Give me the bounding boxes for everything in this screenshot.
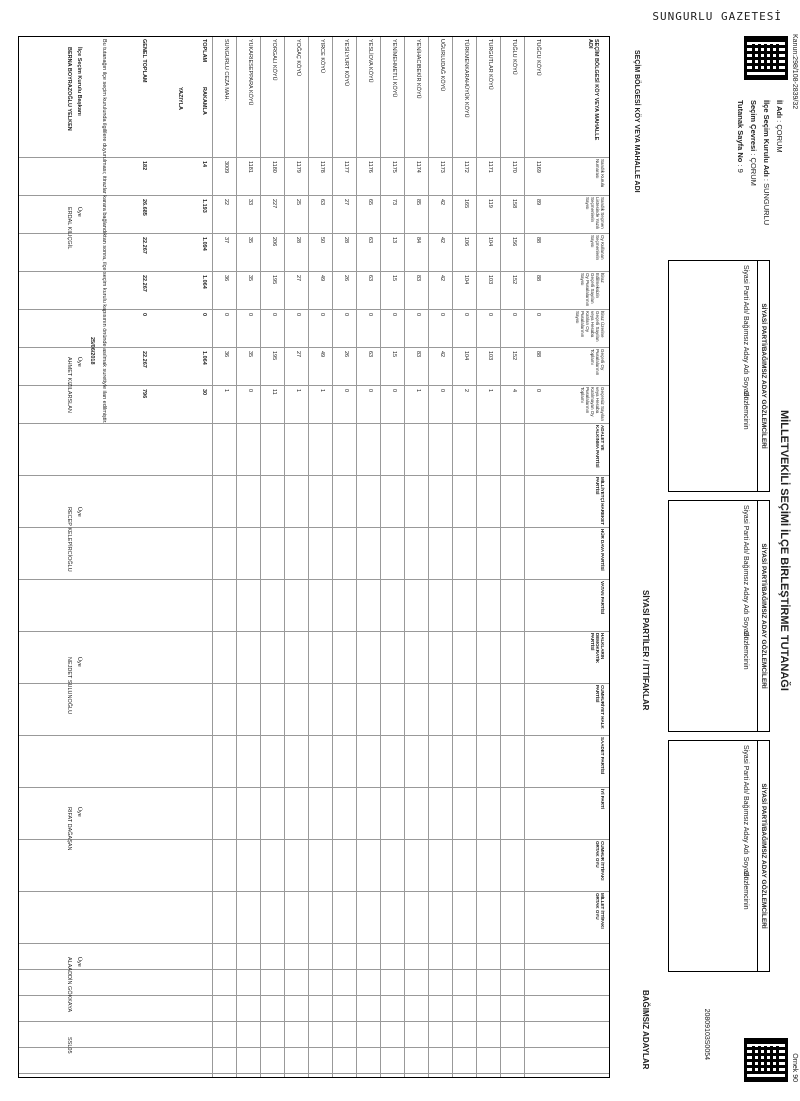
village-value: 0: [367, 313, 373, 317]
stat-col-line: [19, 157, 609, 158]
village-value: 42: [439, 199, 445, 206]
village-value: 227: [271, 199, 277, 209]
village-value: 1: [487, 389, 493, 393]
stat-column-header: Geçerli Oy Pusulalarının Toplamı: [590, 349, 605, 376]
village-value: 1181: [247, 161, 253, 173]
village-value: 1: [295, 389, 301, 393]
stat-col-line: [19, 347, 609, 348]
party-col-line: [19, 631, 609, 632]
ilce-label: İlçe Seçim Kurulu Adı: [762, 100, 771, 177]
village-value: 42: [439, 237, 445, 244]
village-value: 0: [535, 313, 541, 317]
stat-col-line: [19, 309, 609, 310]
village-value: 22: [223, 199, 229, 206]
genel-value: 22.267: [141, 351, 147, 368]
party-column-header: CUMHUR İTTİFAKI ORTAK OYU: [595, 841, 605, 881]
party-column-header: HÜR DAVA PARTİSİ: [600, 529, 605, 571]
village-value: 3009: [223, 161, 229, 174]
village-value: 1177: [343, 161, 349, 173]
stat-col-line: [19, 233, 609, 234]
village-value: 1174: [415, 161, 421, 173]
village-row: [356, 37, 357, 1077]
village-value: 0: [439, 313, 445, 317]
village-value: 0: [343, 389, 349, 393]
village-value: 0: [535, 389, 541, 393]
empty-col-line: [19, 1073, 609, 1074]
sayfa-label: Tutanak Sayfa No: [736, 100, 745, 163]
village-value: 33: [247, 199, 253, 206]
observer-box-2: [668, 500, 770, 732]
village-value: 1180: [271, 161, 277, 173]
village-value: 1170: [511, 161, 517, 173]
total-value: 1.094: [201, 237, 207, 251]
village-value: 103: [487, 351, 493, 361]
village-value: 35: [247, 351, 253, 358]
village-value: 36: [223, 351, 229, 358]
village-value: 165: [463, 199, 469, 209]
village-value: 28: [343, 237, 349, 244]
party-col-line: [19, 735, 609, 736]
il-value: : ÇORUM: [775, 120, 784, 153]
village-value: 36: [223, 275, 229, 282]
empty-col-line: [19, 943, 609, 944]
village-row: [380, 37, 381, 1077]
member-name: ERDAL KILIÇGİL: [66, 207, 72, 250]
village-value: 206: [271, 237, 277, 247]
village-value: 0: [487, 313, 493, 317]
form-code-right: Örnek 90: [791, 1053, 798, 1082]
party-col-line: [19, 839, 609, 840]
ilce-value: : SUNGURLU: [762, 178, 771, 226]
stat-column-header: Sandık Kurulu Numarası: [595, 159, 605, 188]
village-value: 83: [415, 275, 421, 282]
village-row: [476, 37, 477, 1077]
village-row: [212, 37, 213, 1077]
empty-col-line: [19, 1047, 609, 1048]
village-value: 1175: [391, 161, 397, 173]
party-col-line: [19, 527, 609, 528]
village-value: 25: [295, 199, 301, 206]
village-value: 27: [295, 275, 301, 282]
member-role: Üye: [76, 957, 82, 967]
member-name: ALAADDİN GÖKKAYA: [66, 957, 72, 1013]
village-name: YOĞAÇ KÖYÜ: [295, 39, 301, 76]
village-value: 0: [367, 389, 373, 393]
village-value: 1: [223, 389, 229, 393]
village-row: [332, 37, 333, 1077]
village-value: 195: [271, 275, 277, 285]
village-value: 35: [247, 275, 253, 282]
yaziyla-label: YAZIYLA: [177, 87, 183, 111]
stat-column-header: Sandık Seçmen Listesinde Yazılı Seçmenlerin Sayısı: [585, 197, 605, 230]
village-value: 35: [247, 237, 253, 244]
il-label: İl Adı: [775, 100, 784, 119]
village-row: [308, 37, 309, 1077]
village-value: 49: [319, 351, 325, 358]
rotated-form: [20, 30, 800, 1090]
village-value: 85: [415, 199, 421, 206]
village-value: 104: [487, 237, 493, 247]
village-value: 158: [511, 199, 517, 209]
empty-col-line: [19, 995, 609, 996]
stat-col-line: [19, 271, 609, 272]
cevre-label: Seçim Çevresi: [749, 100, 758, 152]
village-value: 152: [511, 275, 517, 285]
signature-date: 25/06/2018: [89, 337, 95, 365]
village-value: 88: [535, 351, 541, 358]
page-code: SSL05: [66, 1037, 72, 1054]
village-value: 11: [271, 389, 277, 395]
village-value: 42: [439, 351, 445, 358]
village-name: TURGUTLAR KÖYÜ: [487, 39, 493, 90]
village-name: TUĞCU KÖYÜ: [535, 39, 541, 76]
party-col-line: [19, 475, 609, 476]
genel-value: 796: [141, 389, 147, 399]
stat-column-header: İtiraz Edilmeksizin Geçerli Sayılan Oy Pusulalarının Sayısı: [580, 273, 605, 307]
genel-value: 0: [141, 313, 147, 317]
total-value: 14: [201, 161, 207, 168]
stat-column-header: İtiraz Üzerine Geçerli Sayılan veya Hesaba Katılan Oy Pusulalarının Sayısı: [575, 311, 605, 342]
village-value: 0: [391, 389, 397, 393]
village-row: [428, 37, 429, 1077]
newspaper-stamp: SUNGURLU GAZETESİ: [652, 10, 782, 23]
member-name: NEJDET SULUNOĞLU: [66, 657, 72, 715]
village-value: 88: [535, 275, 541, 282]
cevre-value: : ÇORUM: [749, 153, 758, 186]
observer-obs-col: Gözlemcinin: [742, 631, 749, 670]
village-name: YENİMEHMETLİ KÖYÜ: [391, 39, 397, 98]
village-value: 119: [487, 199, 493, 208]
stat-col-line: [19, 195, 609, 196]
village-value: 37: [223, 237, 229, 244]
total-value: 1.193: [201, 199, 207, 213]
village-value: 1169: [535, 161, 541, 173]
village-value: 0: [439, 389, 445, 393]
village-row: [524, 37, 525, 1077]
genel-label: GENEL TOPLAM: [141, 39, 147, 83]
village-value: 27: [295, 351, 301, 358]
party-col-line: [19, 683, 609, 684]
row-header-cell: SEÇİM BÖLGESİ KÖY VEYA MAHALLE ADI: [587, 39, 599, 141]
empty-col-line: [19, 1021, 609, 1022]
village-value: 15: [391, 275, 397, 282]
village-value: 0: [271, 313, 277, 317]
village-row: [284, 37, 285, 1077]
observer-party-col: Siyasi Parti Adı/ Bağımsız Aday Adı Soyadı: [742, 745, 749, 879]
village-value: 50: [319, 237, 325, 244]
village-name: YIRCE KÖYÜ: [319, 39, 325, 73]
total-value: 1.064: [201, 275, 207, 289]
village-row: [452, 37, 453, 1077]
member-role: Üye: [76, 357, 82, 367]
genel-value: 22.267: [141, 275, 147, 292]
village-name: TUĞLU KÖYÜ: [511, 39, 517, 75]
village-value: 26: [343, 351, 349, 358]
village-value: 73: [391, 199, 397, 206]
village-value: 63: [367, 237, 373, 244]
village-value: 65: [367, 199, 373, 206]
party-column-header: İYİ PARTİ: [600, 789, 605, 809]
observer-party-col: Siyasi Parti Adı/ Bağımsız Aday Adı Soyadı: [742, 505, 749, 639]
observer-box-1: [668, 260, 770, 492]
village-value: 1: [415, 389, 421, 393]
qr-code-left: [744, 36, 788, 80]
president-title: İlçe Seçim Kurulu Başkanı: [76, 47, 82, 116]
member-role: Üye: [76, 657, 82, 667]
village-row: [260, 37, 261, 1077]
village-name: YUKARIESEPPARA KÖYÜ: [247, 39, 253, 106]
observer-obs-col: Gözlemcinin: [742, 871, 749, 910]
genel-value: 182: [141, 161, 147, 171]
village-value: 63: [367, 275, 373, 282]
party-col-line: [19, 891, 609, 892]
village-name: UĞURLUDAĞ KÖYÜ: [439, 39, 445, 92]
village-value: 104: [463, 351, 469, 361]
member-name: RECEP KELEPİRCİOĞLU: [66, 507, 72, 572]
member-role: Üye: [76, 507, 82, 517]
village-value: 0: [511, 313, 517, 317]
village-value: 83: [415, 351, 421, 358]
party-column-header: ADALET VE KALKINMA PARTİSİ: [595, 425, 605, 468]
party-column-header: CUMHURİYET HALK PARTİSİ: [595, 685, 605, 729]
footnote: Bu tutanağın ilçe seçim kurulunda ilgililere duyurulması; itirazlar karara bağlandıktan sonra, ilçe seçim kurulu kapısının önünde asılmak suretiyle ilan edilmiştir.: [101, 39, 107, 424]
village-value: 63: [319, 199, 325, 206]
village-name: SUNGURLU CEZA MAH.: [223, 39, 229, 102]
village-value: 42: [439, 275, 445, 282]
party-column-header: MİLLİYETÇİ HAREKET PARTİSİ: [595, 477, 605, 525]
party-column-header: VATAN PARTİSİ: [600, 581, 605, 615]
village-value: 1179: [295, 161, 301, 173]
independents-section-header: BAĞIMSIZ ADAYLAR: [641, 990, 650, 1070]
stat-col-line: [19, 385, 609, 386]
village-value: 28: [295, 237, 301, 244]
village-value: 1173: [439, 161, 445, 173]
village-value: 1176: [367, 161, 373, 173]
village-value: 0: [223, 313, 229, 317]
village-value: 4: [511, 389, 517, 393]
observer-obs-col: Gözlemcinin: [742, 391, 749, 430]
village-value: 84: [415, 237, 421, 244]
empty-col-line: [19, 969, 609, 970]
village-row: [404, 37, 405, 1077]
village-value: 0: [247, 313, 253, 317]
village-value: 0: [391, 313, 397, 317]
village-value: 195: [271, 351, 277, 361]
village-value: 2: [463, 389, 469, 393]
total-value: 1.064: [201, 351, 207, 365]
observer-party-col: Siyasi Parti Adı/ Bağımsız Aday Adı Soyadı: [742, 265, 749, 399]
observer-header: SİYASİ PARTİ/BAĞIMSIZ ADAY GÖZLEMCİLERİ: [757, 501, 769, 731]
form-title: MİLLETVEKİLİ SEÇİMİ İLÇE BİRLEŞTİRME TUTANAĞI: [778, 410, 790, 691]
village-value: 156: [511, 237, 517, 247]
village-value: 88: [535, 237, 541, 244]
village-value: 1171: [487, 161, 493, 173]
village-value: 1172: [463, 161, 469, 173]
village-value: 1: [319, 389, 325, 393]
village-value: 27: [343, 199, 349, 206]
village-value: 104: [463, 275, 469, 285]
party-col-line: [19, 423, 609, 424]
village-value: 0: [319, 313, 325, 317]
meta-block: [734, 100, 786, 225]
party-col-line: [19, 787, 609, 788]
village-value: 152: [511, 351, 517, 361]
observer-header: SİYASİ PARTİ/BAĞIMSIZ ADAY GÖZLEMCİLERİ: [757, 261, 769, 491]
member-name: AHMET KIZILARSLAN: [66, 357, 72, 413]
village-value: 26: [343, 275, 349, 282]
village-name: YESİLYURT KÖYÜ: [343, 39, 349, 87]
village-value: 106: [463, 237, 469, 247]
member-role: Üye: [76, 807, 82, 817]
village-value: 0: [415, 313, 421, 317]
party-col-line: [19, 579, 609, 580]
village-value: 1178: [319, 161, 325, 173]
village-value: 15: [391, 351, 397, 358]
toplam-label: TOPLAM: [201, 39, 207, 63]
president-name: BERNA BOYRAZOĞLU YELKEN: [66, 47, 72, 131]
sayfa-value: : 9: [736, 164, 745, 173]
village-row: [500, 37, 501, 1077]
results-grid: [18, 36, 610, 1078]
stat-column-header: Oy Kullanan Seçmenlerin Sayısı: [590, 235, 605, 261]
stat-column-header: Geçersiz Sayılan veya Hesaba Katılmayan Oy Pusulalarının Toplamı: [580, 387, 605, 422]
barcode-number: 20809103S0054: [703, 1008, 710, 1060]
party-column-header: SAADET PARTİSİ: [600, 737, 605, 775]
village-value: 89: [535, 199, 541, 206]
parties-section-header: SİYASİ PARTİLER / İTTİFAKLAR: [641, 590, 650, 711]
party-column-header: MİLLET İTTİFAKI ORTAK OYU: [595, 893, 605, 929]
village-name: YESLİOVA KÖYÜ: [367, 39, 373, 83]
row-header: SEÇİM BÖLGESİ KÖY VEYA MAHALLE ADI: [633, 50, 640, 193]
total-value: 0: [201, 313, 207, 317]
village-value: 0: [295, 313, 301, 317]
rakamla-label: RAKAMLA: [201, 87, 207, 115]
member-name: RIFAT DAĞAŞAN: [66, 807, 72, 851]
observer-header: SİYASİ PARTİ/BAĞIMSIZ ADAY GÖZLEMCİLERİ: [757, 741, 769, 971]
genel-value: 22.267: [141, 237, 147, 254]
form-code-left: Kanun:298/108-2839/32: [791, 34, 798, 110]
village-name: TÜRKMENKARAHÜYÜK KÖYÜ: [463, 39, 469, 118]
party-column-header: HALKLARIN DEMOKRATİK PARTİSİ: [590, 633, 605, 664]
village-value: 13: [391, 237, 397, 244]
village-value: 63: [367, 351, 373, 358]
village-value: 0: [247, 389, 253, 393]
village-value: 49: [319, 275, 325, 282]
village-name: YENİHACIBEKİR KÖYÜ: [415, 39, 421, 99]
observer-box-3: [668, 740, 770, 972]
village-value: 0: [463, 313, 469, 317]
total-value: 30: [201, 389, 207, 396]
member-role: Üye: [76, 207, 82, 217]
village-value: 0: [343, 313, 349, 317]
qr-code-right: [744, 1038, 788, 1082]
village-row: [236, 37, 237, 1077]
village-value: 103: [487, 275, 493, 285]
genel-value: 26.685: [141, 199, 147, 216]
village-name: YORGALI KÖYÜ: [271, 39, 277, 81]
